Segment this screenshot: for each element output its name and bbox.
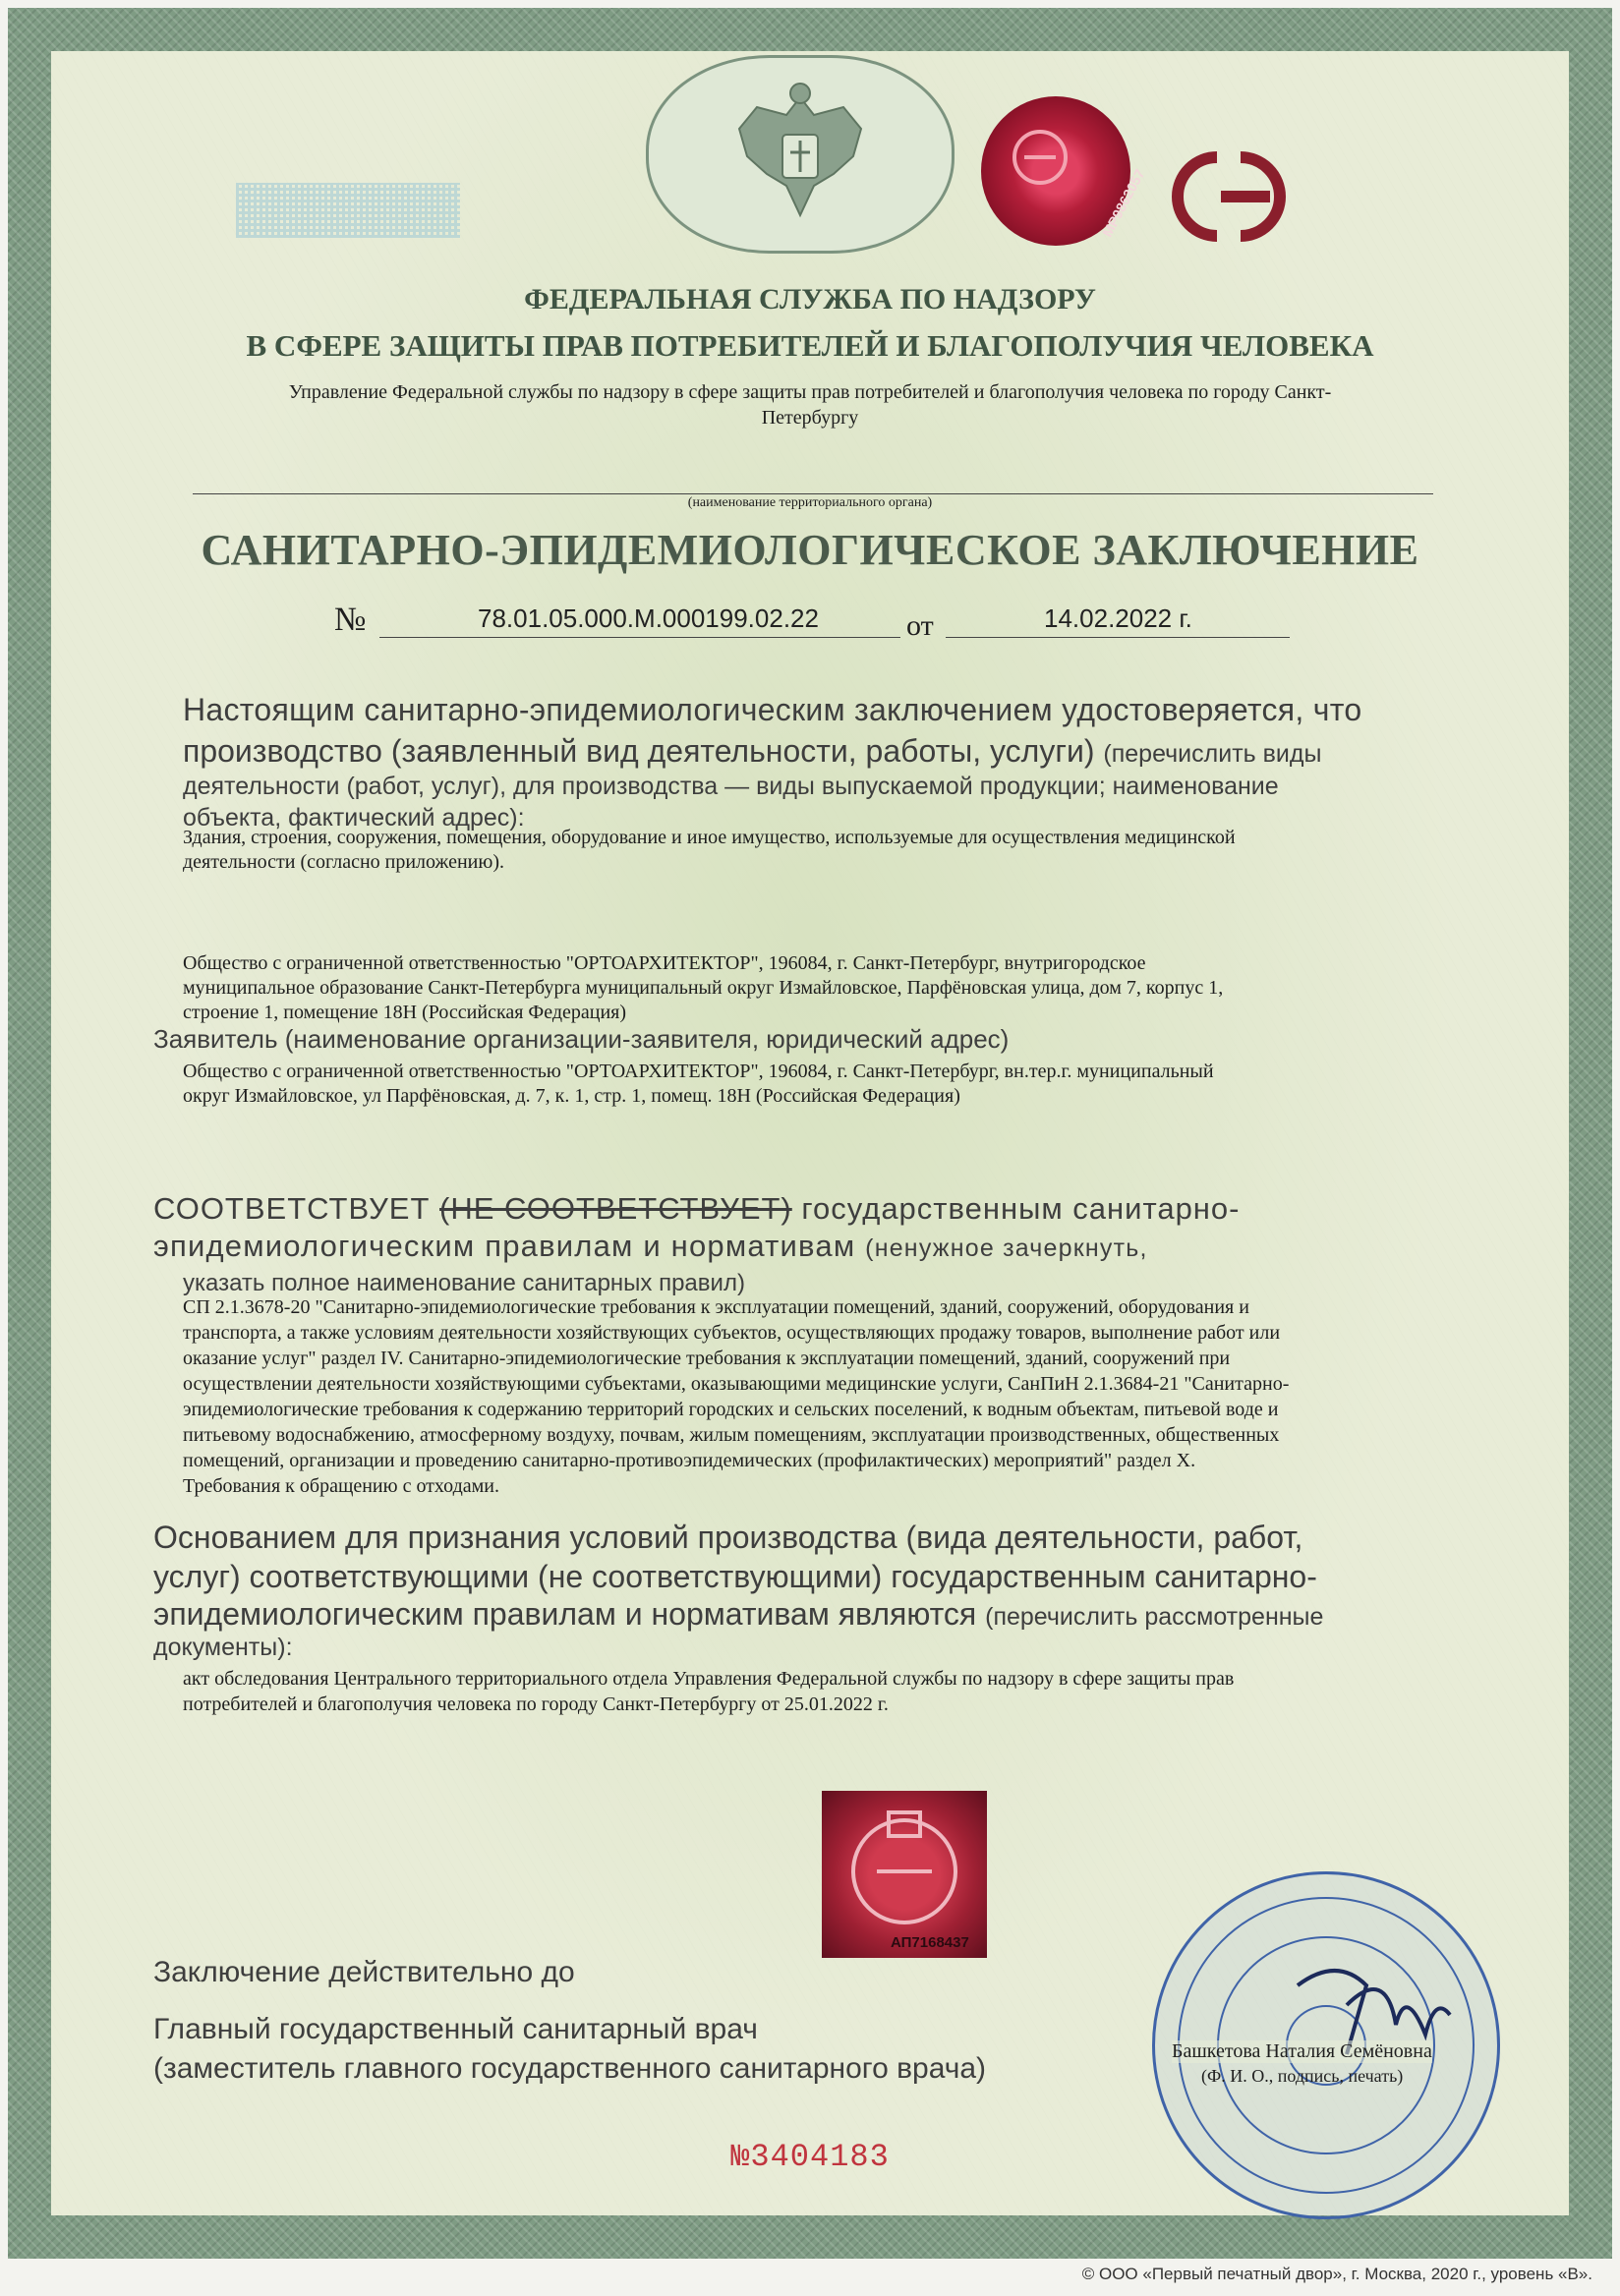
applicant-line1: Общество с ограниченной ответственностью "ОРТОАРХИТЕКТОР", 196084, г. Санкт-Петербург, вн.тер.г. муниципальный — [183, 1061, 1214, 1082]
hologram-sticker — [981, 96, 1148, 246]
printer-credit: © ООО «Первый печатный двор», г. Москва, 2020 г., уровень «В». — [1081, 2265, 1592, 2283]
stamp-number: АП7168437 — [891, 1934, 969, 1951]
conclusion-number: 78.01.05.000.М.000199.02.22 — [478, 603, 819, 633]
conclusion-title: САНИТАРНО-ЭПИДЕМИОЛОГИЧЕСКОЕ ЗАКЛЮЧЕНИЕ — [201, 526, 1419, 574]
basis-line2: услуг) соответствующими (не соответствующими) государственным санитарно- — [153, 1559, 1317, 1594]
complies-line2 — [153, 1229, 1148, 1264]
complies-word: СООТВЕТСТВУЕТ — [153, 1191, 431, 1226]
intro-line2-small: (перечислить виды — [1103, 740, 1322, 768]
chief-doctor-line2: (заместитель главного государственного санитарного врача) — [153, 2052, 987, 2085]
basis-line1: Основанием для признания условий производства (вида деятельности, работ, — [153, 1520, 1303, 1555]
conformity-mark-icon — [1160, 145, 1298, 248]
intro-line1: Настоящим санитарно-эпидемиологическим заключением удостоверяется, что — [183, 692, 1362, 727]
object-line2: муниципальное образование Санкт-Петербурга муниципальный округ Измайловское, Парфёновская улица, дом 7, корпус 1, — [183, 977, 1224, 999]
date-label: от — [906, 609, 934, 642]
rules-line: Требования к обращению с отходами. — [183, 1475, 499, 1497]
object-line3: строение 1, помещение 18Н (Российская Федерация) — [183, 1002, 627, 1023]
conclusion-date: 14.02.2022 г. — [1044, 603, 1192, 633]
signer-name: Башкетова Наталия Семёновна — [1172, 2040, 1432, 2062]
complies-line1 — [153, 1191, 1241, 1227]
basis-line4: документы): — [153, 1634, 293, 1661]
rules-line: помещений, организации и проведению санитарно-противоэпидемических (профилактических) мероприятий" раздел X. — [183, 1450, 1196, 1471]
territorial-body-line1: Управление Федеральной службы по надзору в сфере защиты прав потребителей и благополучия человека по городу Санкт- — [288, 381, 1332, 403]
rules-line: транспорта, а также условиям деятельности хозяйствующих субъектов, осуществляющих продажу товаров, выполнение работ или — [183, 1322, 1281, 1344]
basis-doc-line2: потребителей и благополучия человека по городу Санкт-Петербургу от 25.01.2022 г. — [183, 1693, 889, 1715]
number-label: № — [334, 602, 367, 638]
territorial-body-line2: Петербургу — [761, 407, 859, 429]
number-underline — [379, 637, 900, 638]
date-underline — [946, 637, 1290, 638]
complies-line2-main: эпидемиологическим правилам и нормативам — [153, 1229, 856, 1263]
security-microprint-pattern — [236, 183, 460, 238]
activity-line1: Здания, строения, сооружения, помещения, оборудование и иное имущество, используемые для осуществления медицинской — [183, 827, 1236, 848]
complies-rest: государственным санитарно- — [801, 1191, 1241, 1226]
territorial-underline — [193, 493, 1433, 494]
activity-line2: деятельности (согласно приложению). — [183, 851, 504, 873]
valid-until-label: Заключение действительно до — [153, 1956, 575, 1988]
complies-line3: указать полное наименование санитарных правил) — [183, 1270, 745, 1296]
territorial-caption: (наименование территориального органа) — [687, 495, 933, 510]
intro-line3: деятельности (работ, услуг), для производства — виды выпускаемой продукции; наименование — [183, 773, 1279, 800]
intro-line2 — [183, 733, 1321, 770]
hologram-stamp-emblem-icon — [822, 1791, 987, 1958]
signer-caption: (Ф. И. О., подпись, печать) — [1201, 2066, 1404, 2086]
basis-line3-small: (перечислить рассмотренные — [985, 1603, 1324, 1631]
form-number: №3404183 — [730, 2139, 890, 2175]
rules-line: оказание услуг" раздел IV. Санитарно-эпидемиологические требования к эксплуатации помещений, зданий, сооружений при — [183, 1348, 1231, 1369]
object-line1: Общество с ограниченной ответственностью "ОРТОАРХИТЕКТОР", 196084, г. Санкт-Петербург, внутригородское — [183, 952, 1146, 974]
not-complies-struck: (НЕ СООТВЕТСТВУЕТ) — [439, 1191, 792, 1226]
chief-doctor-line1: Главный государственный санитарный врач — [153, 2013, 758, 2045]
emblem-badge — [646, 55, 955, 254]
complies-line2-small: (ненужное зачеркнуть, — [865, 1234, 1148, 1262]
applicant-line2: округ Измайловское, ул Парфёновская, д. 7, к. 1, стр. 1, помещ. 18Н (Российская Федерация) — [183, 1085, 960, 1107]
applicant-label: Заявитель (наименование организации-заявителя, юридический адрес) — [153, 1024, 1010, 1054]
intro-line2-main: производство (заявленный вид деятельности, работы, услуги) — [183, 733, 1095, 769]
intro-line4: объекта, фактический адрес): — [183, 804, 525, 832]
agency-title-line2: В СФЕРЕ ЗАЩИТЫ ПРАВ ПОТРЕБИТЕЛЕЙ И БЛАГОПОЛУЧИЯ ЧЕЛОВЕКА — [246, 328, 1374, 363]
basis-line3-main: эпидемиологическим правилам и нормативам являются — [153, 1596, 977, 1632]
hologram-number: МР9862057 — [1099, 166, 1148, 240]
rules-line: питьевому водоснабжению, атмосферному воздуху, почвам, жилым помещениям, эксплуатации производственных, общественных — [183, 1424, 1280, 1446]
agency-title-line1: ФЕДЕРАЛЬНАЯ СЛУЖБА ПО НАДЗОРУ — [524, 283, 1096, 316]
basis-line3 — [153, 1596, 1323, 1633]
rules-line: эпидемиологические требования к содержанию территорий городских и сельских поселений, к водным объектам, питьевой воде и — [183, 1399, 1279, 1420]
rules-line: осуществлении деятельности хозяйствующими субъектами, оказывающими медицинские услуги, СанПиН 2.1.3684-21 "Санитарно- — [183, 1373, 1290, 1395]
double-headed-eagle-icon — [649, 58, 952, 251]
basis-doc-line1: акт обследования Центрального территориального отдела Управления Федеральной службы по надзору в сфере защиты прав — [183, 1668, 1235, 1690]
hologram-stamp — [822, 1791, 987, 1958]
rules-line: СП 2.1.3678-20 "Санитарно-эпидемиологические требования к эксплуатации помещений, зданий, сооружений, оборудования и — [183, 1296, 1249, 1318]
